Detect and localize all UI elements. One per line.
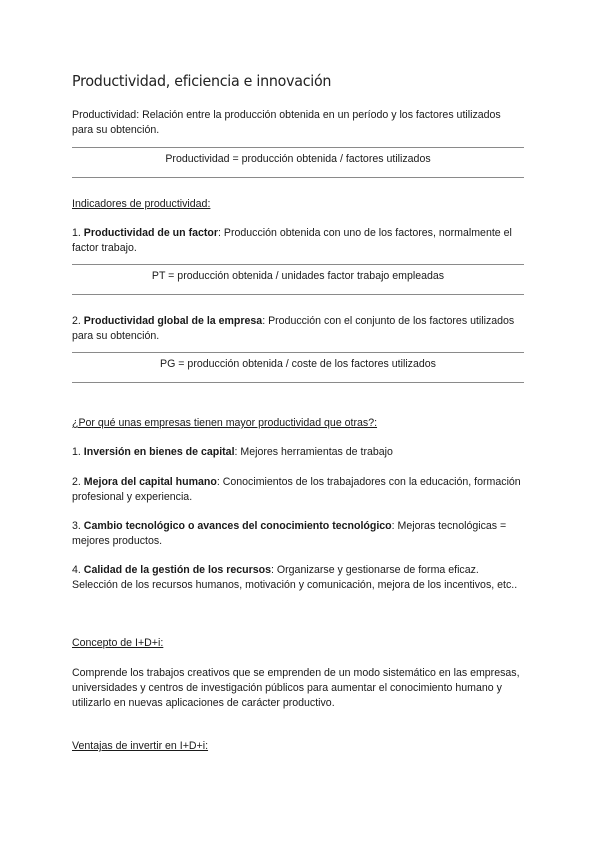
divider — [72, 352, 524, 353]
reason-term: Calidad de la gestión de los recursos — [83, 564, 272, 576]
indicator-term: Productividad de un factor — [83, 227, 218, 239]
divider — [72, 147, 524, 148]
indicator-term: Productividad global de la empresa — [83, 315, 263, 327]
formula-pg: PG = producción obtenida / coste de los factores utilizados — [160, 358, 436, 370]
formula-main: Productividad = producción obtenida / factores utilizados — [165, 153, 431, 165]
indicator-item: 1. Productividad de un factor: Producción obtenida con uno de los factores, normalmente el factor trabajo. — [72, 227, 512, 254]
reason-item: 4. Calidad de la gestión de los recursos: Organizarse y gestionarse de forma eficaz. Selección de los recursos humanos, motivación y comunicación, mejora de los incentivos, etc.. — [72, 564, 518, 591]
indicator-item: 2. Productividad global de la empresa: Producción con el conjunto de los factores utilizados para su obtención. — [72, 315, 515, 342]
indicators-heading: Indicadores de productividad: — [72, 198, 211, 210]
reason-item: 2. Mejora del capital humano: Conocimientos de los trabajadores con la educación, formación profesional y experiencia. — [72, 476, 521, 503]
intro-paragraph: Productividad: Relación entre la producción obtenida en un período y los factores utilizados para su obtención. — [72, 109, 501, 136]
divider — [72, 294, 524, 295]
reason-term: Mejora del capital humano — [83, 476, 217, 488]
reason-term: Inversión en bienes de capital — [83, 446, 235, 458]
divider — [72, 177, 524, 178]
reason-item: 1. Inversión en bienes de capital: Mejores herramientas de trabajo — [72, 446, 393, 458]
idi-heading: Concepto de I+D+i: — [72, 637, 164, 649]
reason-term: Cambio tecnológico o avances del conocimiento tecnológico — [83, 520, 392, 532]
formula-pt: PT = producción obtenida / unidades factor trabajo empleadas — [151, 270, 445, 282]
divider — [72, 264, 524, 265]
reason-item: 3. Cambio tecnológico o avances del conocimiento tecnológico: Mejoras tecnológicas = mejores productos. — [72, 520, 507, 547]
advantages-heading: Ventajas de invertir en I+D+i: — [72, 740, 209, 752]
divider — [72, 382, 524, 383]
page-title: Productividad, eficiencia e innovación — [72, 72, 332, 90]
why-heading: ¿Por qué unas empresas tienen mayor productividad que otras?: — [72, 417, 378, 429]
idi-paragraph: Comprende los trabajos creativos que se emprenden de un modo sistemático en las empresas, universidades y centros de investigación públicos para aumentar el conocimiento humano y utilizarlo en nuevas aplicaciones de carácter productivo. — [72, 667, 520, 709]
